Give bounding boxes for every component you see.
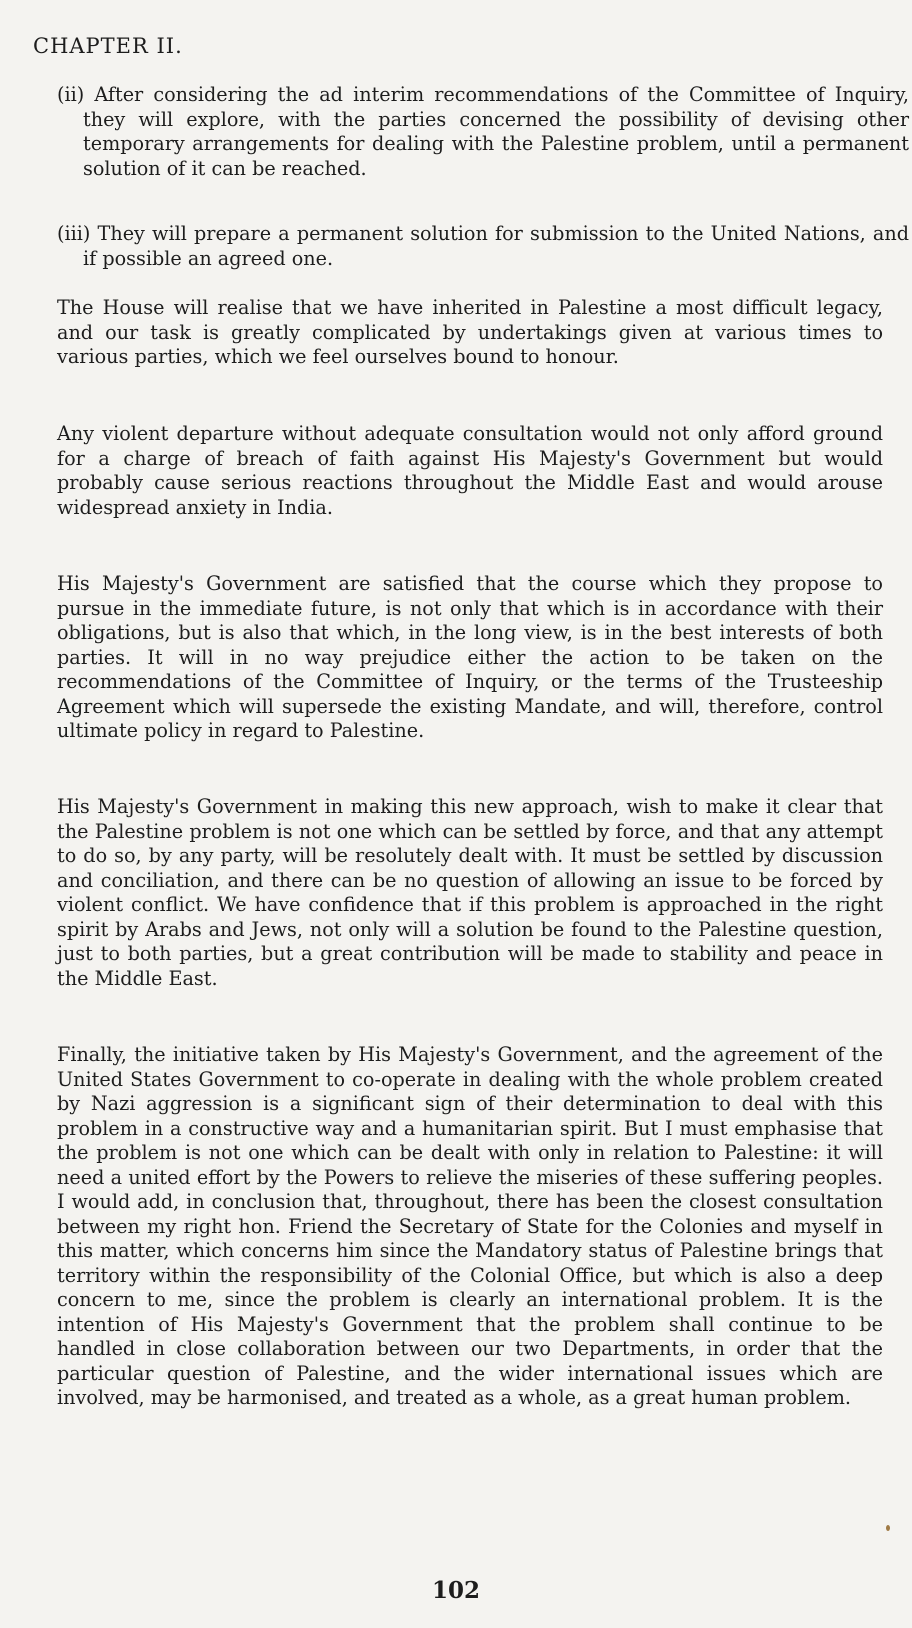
chapter-heading: CHAPTER II. (33, 34, 183, 58)
paragraph: The House will realise that we have inherited in Palestine a most difficult legacy, and our task is greatly complicated by undertakings given at various times to various parties, which we feel ourselves bound to honour. (57, 296, 883, 368)
paragraph: Finally, the initiative taken by His Majesty's Government, and the agreement of the United States Government to co-operate in dealing with the whole problem created by Nazi aggression is a significant sign of their determination to deal with this problem in a constructive way and a humanitarian spirit. But I must emphasise that the problem is not one which can be dealt with only in relation to Palestine: it will need a united effort by the Powers to relieve the miseries of these suffering peoples. I would add, in conclusion that, throughout, there has been the closest consultation between my right hon. Friend the Secretary of State for the Colonies and myself in this matter, which concerns him since the Mandatory status of Palestine brings that territory within the responsibility of the Colonial Office, but which is also a deep concern to me, since the problem is clearly an international problem. It is the intention of His Majesty's Government that the problem shall continue to be handled in close collaboration between our two Departments, in order that the particular question of Palestine, and the wider international issues which are involved, may be harmonised, and treated as a whole, as a great human problem. (57, 1043, 883, 1409)
paragraph: His Majesty's Government are satisfied that the course which they propose to pursue in the immediate future, is not only that which is in accordance with their obligations, but is also that which, in the long view, is in the best interests of both parties. It will in no way prejudice either the action to be taken on the recommendations of the Committee of Inquiry, or the terms of the Trusteeship Agreement which will supersede the existing Mandate, and will, therefore, control ultimate policy in regard to Palestine. (57, 572, 883, 742)
list-item: (iii) They will prepare a permanent solution for submission to the United Nations, and if possible an agreed one. (57, 222, 909, 270)
paragraph: Any violent departure without adequate consultation would not only afford ground for a charge of breach of faith against His Majesty's Government but would probably cause serious reactions throughout the Middle East and would arouse widespread anxiety in India. (57, 422, 883, 519)
page-number: 102 (431, 1577, 480, 1604)
list-item: (ii) After considering the ad interim recommendations of the Committee of Inquiry, they will explore, with the parties concerned the possibility of devising other temporary arrangements for dealing with the Palestine problem, until a permanent solution of it can be reached. (57, 83, 909, 180)
paragraph: His Majesty's Government in making this new approach, wish to make it clear that the Palestine problem is not one which can be settled by force, and that any attempt to do so, by any party, will be resolutely dealt with. It must be settled by discussion and conciliation, and there can be no question of allowing an issue to be forced by violent conflict. We have confidence that if this problem is approached in the right spirit by Arabs and Jews, not only will a solution be found to the Palestine question, just to both parties, but a great contribution will be made to stability and peace in the Middle East. (57, 795, 883, 990)
ink-speck (886, 1525, 890, 1531)
